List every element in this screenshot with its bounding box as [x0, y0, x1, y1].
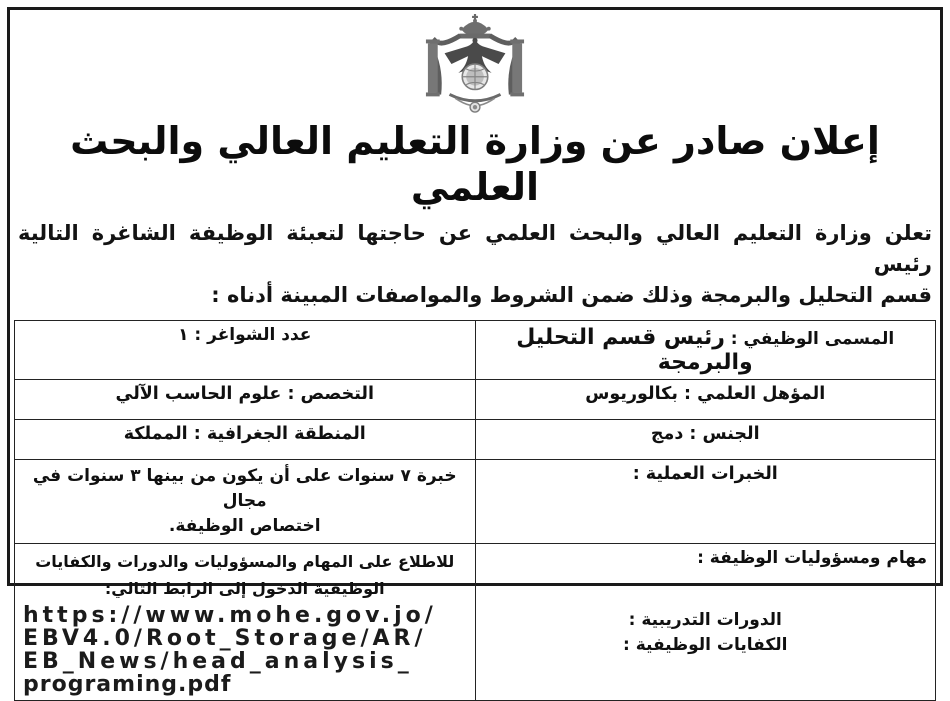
link-intro-line-1: للاطلاع على المهام والمسؤوليات والدورات والكفايات: [35, 552, 455, 571]
table-row-job-title: [15, 321, 936, 380]
url-line-3: EB_News/head_analysis_: [23, 649, 413, 674]
intro-line-1: تعلن وزارة التعليم العالي والبحث العلمي عن حاجتها لتعبئة الوظيفة الشاغرة التالية رئيس: [18, 221, 932, 276]
job-title-label: المسمى الوظيفي :: [724, 329, 895, 349]
competencies-label: الكفايات الوظيفية :: [622, 635, 788, 655]
url-line-2: EBV4.0/Root_Storage/AR/: [23, 626, 427, 651]
cell-specialization: التخصص : علوم الحاسب الآلي: [15, 380, 476, 420]
cell-experience-label: الخبرات العملية :: [475, 460, 936, 544]
cell-geographic-region: المنطقة الجغرافية : المملكة: [15, 420, 476, 460]
experience-detail-line-2: اختصاص الوظيفة.: [168, 516, 321, 536]
link-intro-line-2: الوظيفية الدخول إلى الرابط التالي:: [104, 579, 385, 598]
url-line-1: https://www.mohe.gov.jo/: [23, 603, 437, 628]
url-line-4: programing.pdf: [23, 672, 232, 697]
training-courses-label: الدورات التدريبية :: [628, 610, 782, 630]
cell-vacancy-count: عدد الشواغر : ١: [15, 321, 476, 380]
table-row-experience: [15, 460, 936, 544]
page-title: إعلان صادر عن وزارة التعليم العالي والبحث العلمي: [70, 119, 880, 209]
announcement-frame: [7, 7, 943, 697]
cell-experience-detail: [15, 460, 476, 544]
intro-paragraph: [18, 218, 932, 311]
duties-label: مهام ومسؤوليات الوظيفة :: [697, 548, 927, 568]
job-title-value: رئيس قسم التحليل والبرمجة: [516, 325, 753, 375]
cell-duties-labels: [475, 544, 936, 701]
intro-line-2: قسم التحليل والبرمجة وذلك ضمن الشروط والمواصفات المبينة أدناه :: [211, 283, 932, 307]
job-specs-table: [14, 320, 936, 701]
table-row-gender: [15, 420, 936, 460]
cell-qualification: المؤهل العلمي : بكالوريوس: [475, 380, 936, 420]
mohe-url-link[interactable]: [23, 604, 467, 696]
table-row-qualification: [15, 380, 936, 420]
cell-gender: الجنس : دمج: [475, 420, 936, 460]
cell-link: [15, 544, 476, 701]
experience-detail-line-1: خبرة ٧ سنوات على أن يكون من بينها ٣ سنوات في مجال: [32, 466, 457, 511]
jordan-coat-of-arms-icon: [416, 12, 534, 116]
cell-job-title: [475, 321, 936, 380]
table-row-duties-link: [15, 544, 936, 701]
